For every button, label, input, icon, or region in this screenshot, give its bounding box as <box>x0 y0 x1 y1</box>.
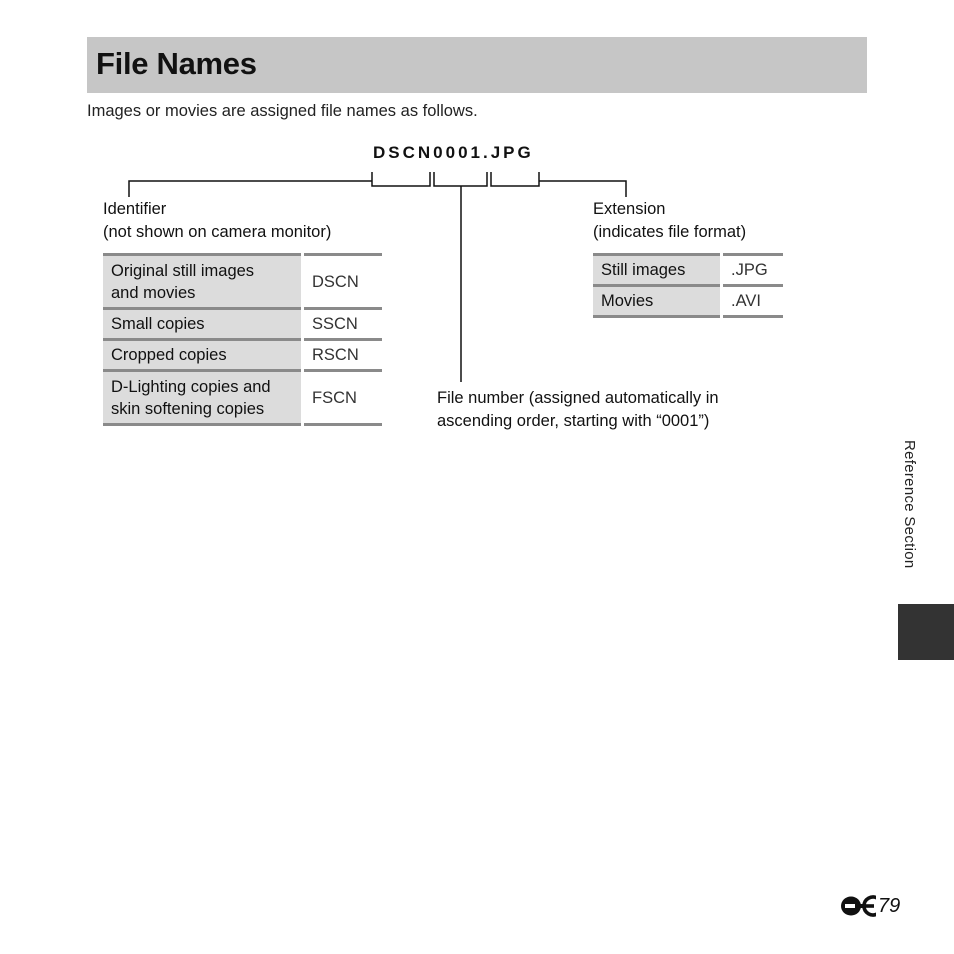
prefix-description: D-Lighting copies and skin softening copies <box>103 371 303 425</box>
leader-extension <box>539 181 626 197</box>
table-row <box>103 309 382 340</box>
prefix-code: RSCN <box>303 340 383 371</box>
extension-code: .JPG <box>722 255 784 286</box>
bracket-number <box>434 172 487 186</box>
identifier-label: Identifier (not shown on camera monitor) <box>103 200 332 241</box>
table-row <box>593 255 783 286</box>
intro-text: Images or movies are assigned file names as follows. <box>87 102 478 120</box>
bracket-identifier <box>372 172 430 186</box>
page-number: 79 <box>840 893 900 919</box>
table-row <box>103 340 382 371</box>
example-filename: DSCN0001.JPG <box>373 143 534 162</box>
section-side-label: Reference Section <box>901 440 918 569</box>
prefix-description: Small copies <box>103 309 303 340</box>
table-row <box>103 255 382 309</box>
page-title: File Names <box>96 46 257 81</box>
prefix-code: DSCN <box>303 255 383 309</box>
prefix-description: Cropped copies <box>103 340 303 371</box>
extension-label: Extension (indicates file format) <box>593 200 747 241</box>
extension-description: Still images <box>593 255 722 286</box>
prefix-code: FSCN <box>303 371 383 425</box>
table-row <box>593 286 783 317</box>
prefix-description: Original still images and movies <box>103 255 303 309</box>
file-number-label: File number (assigned automatically in ascending order, starting with “0001”) <box>437 389 719 430</box>
leader-identifier <box>129 181 372 197</box>
prefix-code: SSCN <box>303 309 383 340</box>
e-section-icon <box>840 895 876 917</box>
extension-description: Movies <box>593 286 722 317</box>
section-tab-block <box>898 604 954 660</box>
bracket-extension <box>491 172 539 186</box>
extension-code: .AVI <box>722 286 784 317</box>
identifier-table <box>103 253 382 426</box>
table-row <box>103 371 382 425</box>
extension-table <box>593 253 783 318</box>
